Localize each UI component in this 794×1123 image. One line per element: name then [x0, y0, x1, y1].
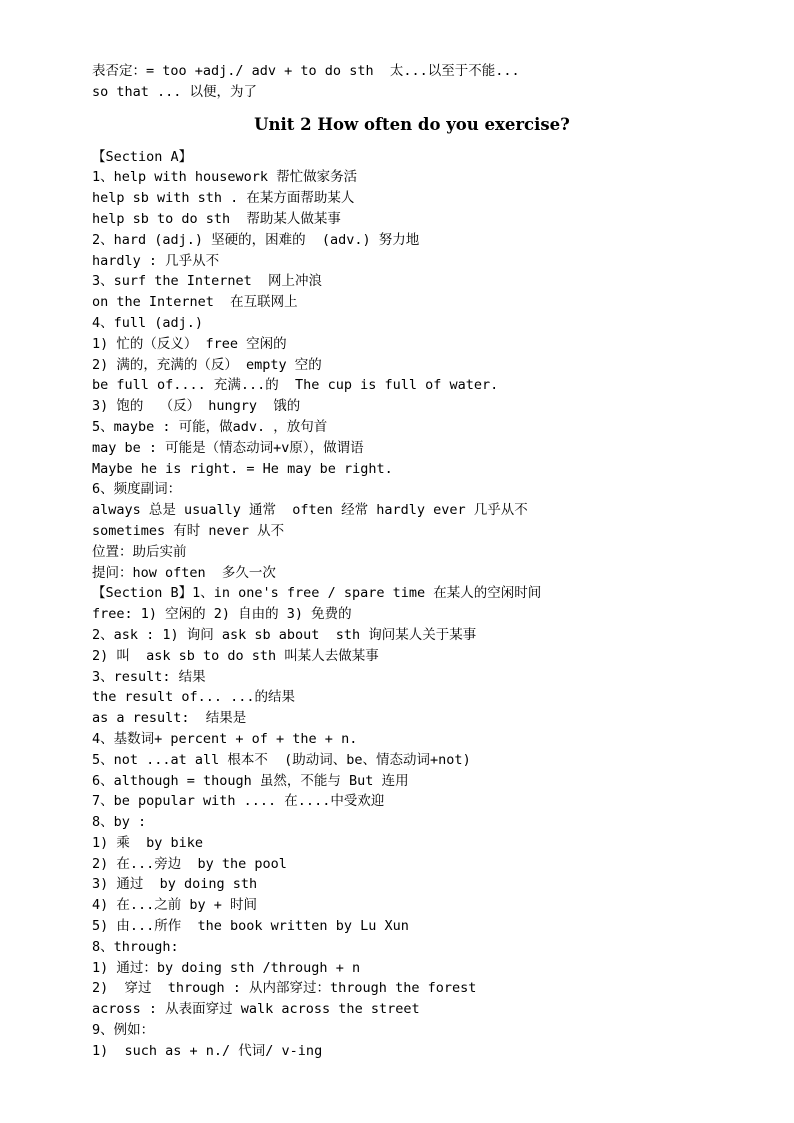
section-heading: 【Section A】 [92, 148, 193, 165]
text-line: 6、频度副词： [92, 481, 182, 498]
text-line: 2、ask : 1) 询问 ask sb about sth 询问某人关于某事 [92, 626, 477, 643]
text-line: 1) such as + n./ 代词/ v-ing [92, 1042, 323, 1059]
text-line: 4) 在...之前 by + 时间 [92, 897, 258, 914]
text-line: 2) 穿过 through : 从内部穿过：through the forest [92, 980, 477, 997]
text-line: 1) 乘 by bike [92, 834, 204, 851]
text-line: always 总是 usually 通常 often 经常 hardly ever 几乎从不 [92, 502, 528, 519]
text-line: 3) 通过 by doing sth [92, 876, 258, 893]
text-line: 9、例如： [92, 1022, 155, 1039]
text-line: 3、result: 结果 [92, 668, 206, 685]
text-line: across : 从表面穿过 walk across the street [92, 1001, 420, 1018]
text-line: free: 1) 空闲的 2) 自由的 3) 免费的 [92, 606, 352, 623]
text-line: 7、be popular with .... 在....中受欢迎 [92, 793, 385, 810]
text-line: help sb to do sth 帮助某人做某事 [92, 210, 341, 227]
text-line: 8、by : [92, 814, 147, 831]
text-line: may be : 可能是（情态动词+v原），做谓语 [92, 439, 364, 456]
text-line: 1) 忙的（反义） free 空闲的 [92, 335, 287, 352]
text-line: 2) 叫 ask sb to do sth 叫某人去做某事 [92, 647, 379, 664]
text-line: 3) 饱的 （反） hungry 饿的 [92, 398, 301, 415]
text-line: 4、基数词+ percent + of + the + n. [92, 730, 358, 747]
text-line: 2) 在...旁边 by the pool [92, 855, 287, 872]
text-line: so that ... 以便，为了 [92, 83, 258, 100]
section-heading: 【Section B】1、in one's free / spare time 在某人的空闲时间 [92, 585, 542, 602]
text-line: 提问：how often 多久一次 [92, 564, 276, 581]
text-line: 5、not ...at all 根本不 (助动词、be、情态动词+not) [92, 751, 471, 768]
text-line: help sb with sth . 在某方面帮助某人 [92, 190, 355, 207]
text-line: 1) 通过：by doing sth /through + n [92, 959, 361, 976]
text-line: 3、surf the Internet 网上冲浪 [92, 273, 323, 290]
text-line: Maybe he is right. = He may be right. [92, 460, 393, 477]
text-line: hardly : 几乎从不 [92, 252, 220, 269]
text-line: 5) 由...所作 the book written by Lu Xun [92, 918, 409, 935]
text-line: 6、although = though 虽然，不能与 But 连用 [92, 772, 409, 789]
document-content [92, 61, 732, 1062]
text-line: as a result: 结果是 [92, 710, 247, 727]
text-line: 表否定：= too +adj./ adv + to do sth 太...以至于不能... [92, 63, 520, 79]
text-line: be full of.... 充满...的 The cup is full of water. [92, 377, 499, 394]
text-line: 2、hard (adj.) 坚硬的，困难的 (adv.) 努力地 [92, 231, 420, 248]
text-line: 4、full (adj.) [92, 314, 204, 331]
text-line: on the Internet 在互联网上 [92, 294, 298, 311]
unit-title: Unit 2 How often do you exercise? [254, 114, 570, 134]
text-line: 8、through: [92, 938, 179, 955]
text-line: 位置：助后实前 [92, 543, 187, 560]
text-line: 5、maybe : 可能，做adv. ，放句首 [92, 418, 328, 435]
text-line: the result of... ...的结果 [92, 689, 296, 706]
text-line: sometimes 有时 never 从不 [92, 522, 285, 539]
text-line: 1、help with housework 帮忙做家务活 [92, 169, 358, 186]
text-line: 2) 满的，充满的（反） empty 空的 [92, 356, 322, 373]
